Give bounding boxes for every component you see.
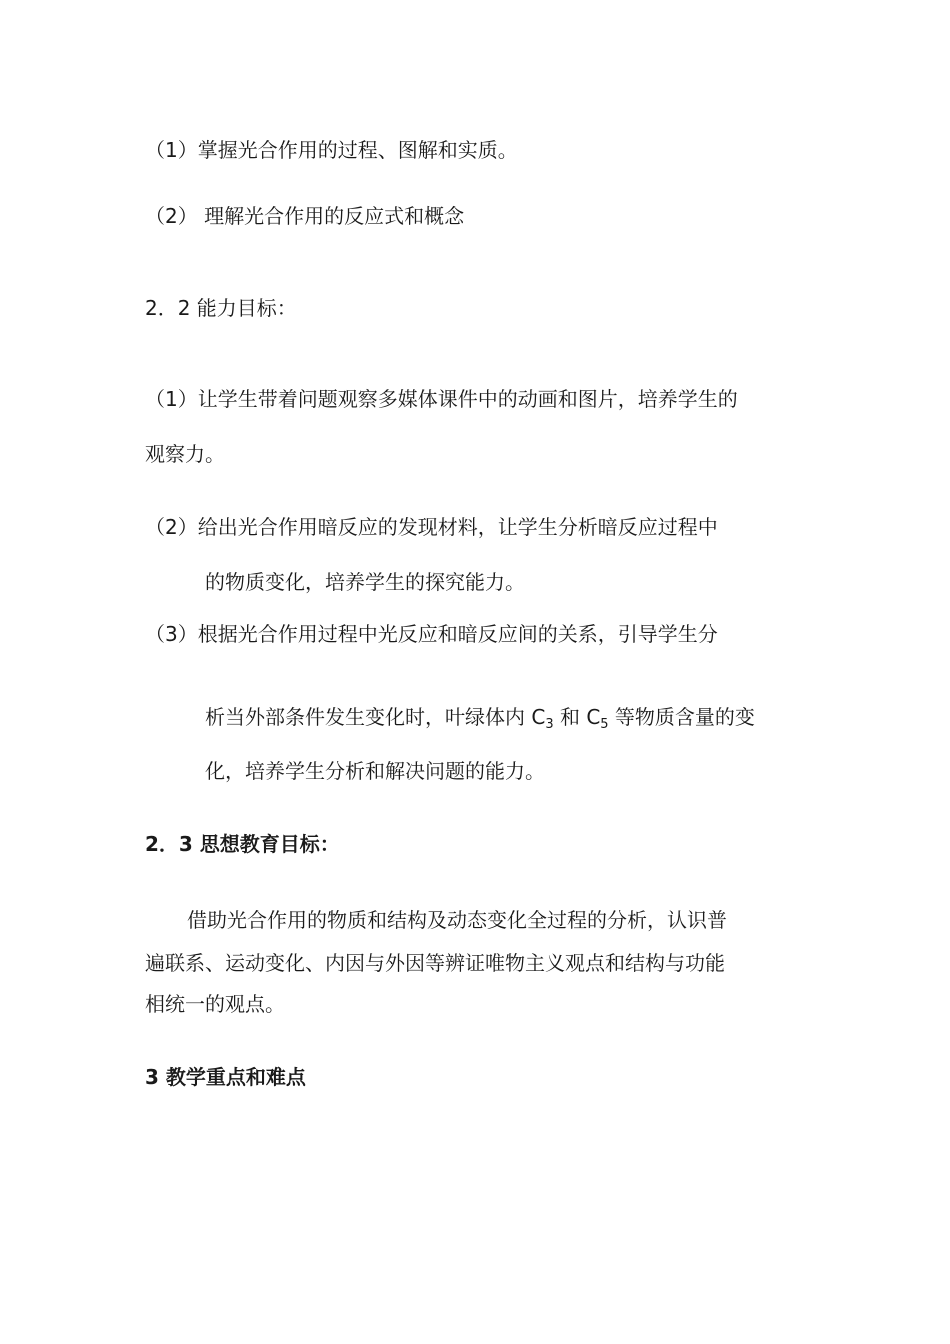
- ability-heading: 2．2 能力目标：: [145, 296, 297, 320]
- section-3-heading: 3 教学重点和难点: [145, 1065, 306, 1089]
- c5-subscript: 5: [600, 717, 609, 732]
- ability-item-1-line-1: （1）让学生带着问题观察多媒体课件中的动画和图片，培养学生的: [145, 387, 738, 411]
- ability-item-2-line-2: 的物质变化，培养学生的探究能力。: [205, 570, 525, 594]
- ability-item-3-line-2: [205, 705, 755, 732]
- moral-line-1: 借助光合作用的物质和结构及动态变化全过程的分析，认识普: [187, 908, 727, 932]
- ability-item-1-line-2: 观察力。: [145, 442, 225, 466]
- ability-item-3-text-a: 析当外部条件发生变化时，叶绿体内 C: [205, 705, 546, 729]
- moral-line-2: 遍联系、运动变化、内因与外因等辨证唯物主义观点和结构与功能: [145, 951, 725, 975]
- moral-line-3: 相统一的观点。: [145, 992, 285, 1016]
- c3-subscript: 3: [545, 717, 554, 732]
- ability-item-3-text-c: 等物质含量的变: [608, 705, 755, 729]
- knowledge-item-1: （1）掌握光合作用的过程、图解和实质。: [145, 138, 518, 162]
- ability-item-2-line-1: （2）给出光合作用暗反应的发现材料，让学生分析暗反应过程中: [145, 515, 718, 539]
- ability-item-3-line-3: 化，培养学生分析和解决问题的能力。: [205, 759, 545, 783]
- ability-item-3-line-1: （3）根据光合作用过程中光反应和暗反应间的关系，引导学生分: [145, 622, 718, 646]
- ability-item-3-text-b: 和 C: [553, 705, 601, 729]
- knowledge-item-2: （2） 理解光合作用的反应式和概念: [145, 204, 465, 228]
- moral-heading: 2．3 思想教育目标：: [145, 832, 340, 856]
